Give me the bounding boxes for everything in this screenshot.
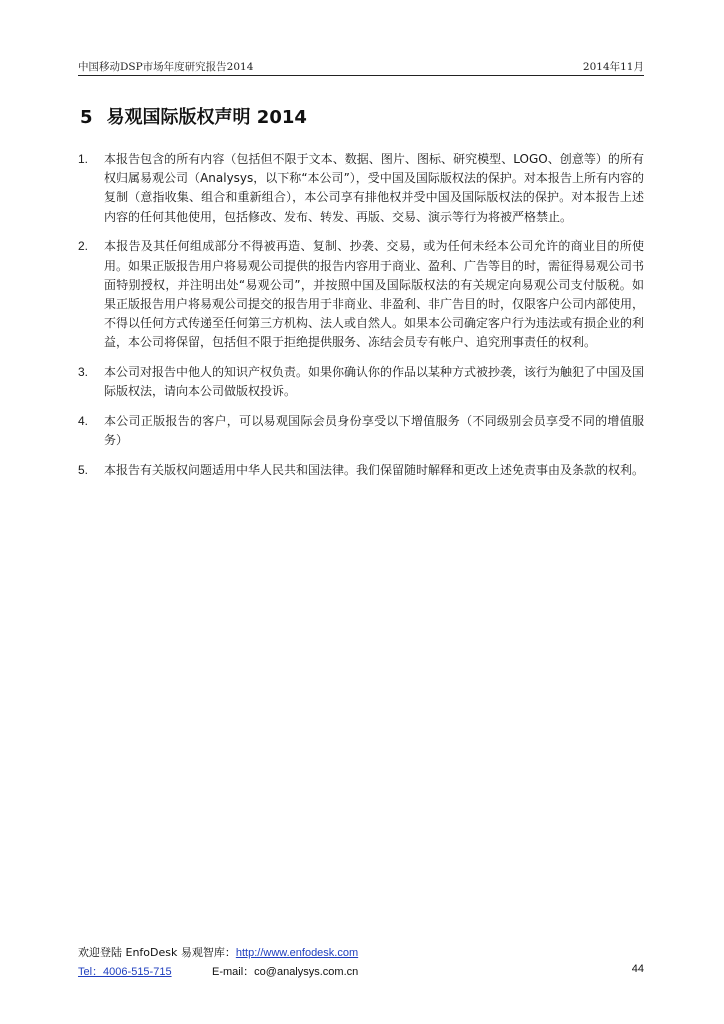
footer-contact-line: [78, 963, 644, 979]
list-item-number: 2.: [78, 239, 89, 254]
list-item: [78, 363, 644, 401]
list-item: [78, 412, 644, 450]
list-item-text: 本公司对报告中他人的知识产权负责。如果你确认你的作品以某种方式被抄袭，该行为触犯了中国及国际版权法，请向本公司做版权投诉。: [104, 365, 645, 399]
footer-welcome-line: [78, 944, 358, 960]
list-item-text: 本报告及其任何组成部分不得被再造、复制、抄袭、交易，或为任何未经本公司允许的商业目的所使用。如果正版报告用户将易观公司提供的报告内容用于商业、盈利、广告等目的时，需征得易观公司书面特别授权，并注明出处“易观公司”，并按照中国及国际版权法的有关规定向易观公司支付版税。如果正版报告用户将易观公司提交的报告用于非商业、非盈利、非广告目的时，仅限客户公司内部使用，不得以任何方式传递至任何第三方机构、法人或自然人。如果本公司确定客户行为违法或有损企业的利益，本公司将保留，包括但不限于拒绝提供服务、冻结会员专有帐户、追究刑事责任的权利。: [104, 239, 645, 350]
list-item: [78, 150, 644, 227]
section-title-text: 易观国际版权声明 2014: [106, 107, 307, 128]
report-title: 中国移动DSP市场年度研究报告2014: [78, 61, 254, 73]
list-item-number: 3.: [78, 365, 89, 380]
email-text: E-mail：co@analysys.com.cn: [212, 966, 359, 978]
footer-welcome-text: 欢迎登陆 EnfoDesk 易观智库：: [78, 946, 236, 959]
list-item-number: 5.: [78, 462, 89, 477]
page-header: [78, 57, 644, 76]
list-item-number: 1.: [78, 152, 89, 166]
copyright-clauses-list: [78, 150, 644, 491]
report-date: 2014年11月: [582, 61, 644, 73]
tel-link[interactable]: Tel：4006-515-715: [78, 966, 172, 978]
section-heading: [80, 103, 307, 129]
list-item: [78, 237, 644, 352]
list-item-text: 本报告有关版权问题适用中华人民共和国法律。我们保留随时解释和更改上述免责事由及条款的权利。: [104, 462, 645, 477]
list-item-text: 本报告包含的所有内容（包括但不限于文本、数据、图片、图标、研究模型、LOGO、创意等）的所有权归属易观公司（Analysys，以下称“本公司”），受中国及国际版权法的保护。对本报告上所有内容的复制（意指收集、组合和重新组合），本公司享有排他权并受中国及国际版权法的保护。对本报告上述内容的任何其他使用，包括修改、发布、转发、再版、交易、演示等行为将被严格禁止。: [104, 152, 644, 224]
enfodesk-link[interactable]: http://www.enfodesk.com: [235, 947, 359, 959]
list-item-text: 本公司正版报告的客户，可以易观国际会员身份享受以下增值服务（不同级别会员享受不同的增值服务）: [104, 413, 644, 448]
section-number: 5: [80, 107, 93, 128]
list-item-number: 4.: [78, 413, 89, 428]
list-item: [78, 461, 644, 480]
page-number: 44: [631, 963, 644, 975]
